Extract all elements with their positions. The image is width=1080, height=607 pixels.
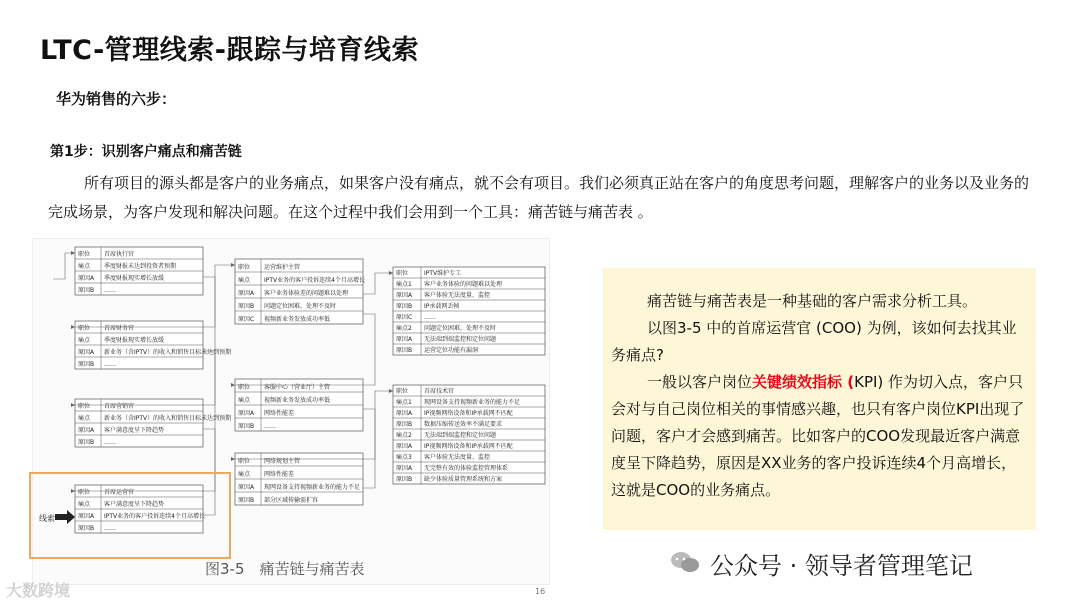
ceo-chain-table-label: 原因A — [78, 349, 95, 356]
mid-chain-table-label: 痛点 — [238, 277, 251, 284]
mid-chain-table-value: 客户业务体验差的问题难以处理 — [264, 290, 349, 297]
expert-chain-table-label: 原因B — [396, 476, 413, 483]
expert-chain-table-label: 职位 — [396, 270, 409, 277]
lead-label: 线索 — [39, 514, 55, 523]
ceo-chain-table-value: 季度财报现实增长放缓 — [104, 337, 165, 344]
callout-p3 — [611, 369, 1029, 504]
ceo-chain-table-label: 原因B — [78, 525, 95, 532]
ceo-chain-table-label: 痛点 — [78, 415, 91, 422]
ceo-chain-table-label: 职位 — [78, 251, 91, 258]
ceo-chain-table-value: 首席运营官 — [104, 489, 135, 496]
mid-chain-table-value: …… — [264, 423, 276, 430]
ceo-chain-table-label: 痛点 — [78, 263, 91, 270]
mid-chain-table-value: 网络性能差 — [264, 471, 295, 478]
expert-chain-table-label: 原因A — [396, 443, 413, 450]
expert-chain-table-label: 原因A — [396, 336, 413, 343]
mid-chain-table-label: 痛点 — [238, 471, 251, 478]
mid-chain-table-value: 视频新业务发放成功率低 — [264, 397, 331, 404]
ceo-chain-table-label: 原因B — [78, 439, 95, 446]
connector-arrow — [231, 383, 235, 387]
expert-chain-table-label: 痛点3 — [396, 454, 412, 461]
expert-chain-table-label: 痛点1 — [396, 399, 412, 406]
expert-chain-table-value: 运营定位功能有漏洞 — [424, 347, 479, 354]
callout-box — [603, 268, 1036, 530]
expert-chain-table-label: 原因C — [396, 314, 413, 321]
connector-arrow — [71, 325, 75, 329]
expert-chain-table-label: 原因B — [396, 303, 413, 310]
expert-chain-table-value: …… — [424, 314, 436, 321]
expert-chain-table-value: 数据压缩传送效率不满足要求 — [424, 421, 503, 428]
connector-arrow — [231, 263, 235, 267]
expert-chain-table-value: 客户体验无法度量、监控 — [424, 292, 491, 299]
ceo-chain-table-value: …… — [104, 439, 116, 446]
expert-chain-table-label: 痛点1 — [396, 281, 412, 288]
expert-chain-table-value: IP承载网丢帧 — [424, 303, 460, 310]
ceo-chain-table-value: 季度财报未达到投资者预期 — [104, 263, 177, 270]
page-number: 16 — [535, 587, 546, 596]
ceo-chain-table-label: 职位 — [78, 403, 91, 410]
connector-arrow — [231, 457, 235, 461]
ceo-chain-table-value: 首席财务官 — [104, 325, 135, 332]
mid-chain-table-value: 客服中心（营业厅）主管 — [264, 384, 331, 391]
expert-chain-table-value: 现网设备支持视频新业务的能力不足 — [424, 399, 521, 406]
expert-chain-table-value: 客户业务体验的问题难以处理 — [424, 281, 503, 288]
ceo-chain-table-value: 新业务（含IPTV）的收入和销售目标未达到预期 — [104, 349, 232, 356]
expert-chain-table-value: 缺少体验质量管理系统和方案 — [424, 476, 503, 483]
intro-paragraph: 所有项目的源头都是客户的业务痛点，如果客户没有痛点，就不会有项目。我们必须真正站在客户的角度思考问题，理解客户的业务以及业务的完成场景，为客户发现和解决问题。在这个过程中我们会用到一个工具：痛苦链与痛苦表 。 — [48, 174, 1030, 221]
mid-chain-table-value: 运营维护主管 — [264, 264, 301, 271]
mid-chain-table-value: 网络规划主管 — [264, 458, 301, 465]
ceo-chain-table-value: IPTV业务的客户投诉连续4个月高增长 — [104, 513, 205, 520]
mid-chain-table-value: 问题定位困难，处理不及时 — [264, 303, 337, 310]
ceo-chain-table-label: 原因A — [78, 275, 95, 282]
expert-chain-table-value: 客户体验无法度量、监控 — [424, 454, 491, 461]
callout-p3-post: KPI) 作为切入点，客户只会对与自己岗位相关的事情感兴趣，也只有客户岗位KPI出现了问题，客户才会感到痛苦。比如客户的COO发现最近客户满意度呈下降趋势，原因是XX业务的客户投诉连续4个月高增长，这就是COO的业务痛点。 — [611, 373, 1025, 499]
section-subtitle: 华为销售的六步： — [56, 90, 177, 108]
mid-chain-table-value: 现网设备支持视频新业务的能力不足 — [264, 484, 361, 491]
expert-chain-table-value: 问题定位困难，处理不及时 — [424, 325, 497, 332]
connector-line — [363, 273, 393, 294]
expert-chain-table-label: 痛点2 — [396, 325, 412, 332]
connector-arrow — [71, 403, 75, 407]
mid-chain-table-label: 原因A — [238, 484, 255, 491]
expert-chain-table-label: 原因B — [396, 421, 413, 428]
expert-chain-table-value: 首席技术官 — [424, 388, 455, 395]
callout-p3-pre: 一般以客户岗位 — [647, 373, 753, 391]
connector-line — [235, 314, 375, 385]
callout-p2: 以图3-5 中的首席运营官 (COO) 为例，该如何去找其业务痛点? — [611, 319, 1017, 364]
mid-chain-table-value: 网络性能差 — [264, 410, 295, 417]
expert-chain-table-label: 痛点2 — [396, 432, 412, 439]
wechat-icon — [670, 550, 700, 574]
expert-chain-table-label: 原因A — [396, 410, 413, 417]
expert-chain-table-value: 无完整有效的体验监控管理体系 — [424, 465, 509, 472]
mid-chain-table-value: IPTV业务的客户投诉连续4个月高增长 — [264, 277, 365, 284]
ceo-chain-table-value: 首席执行官 — [104, 251, 135, 258]
step-heading: 第1步：识别客户痛点和痛苦链 — [50, 144, 242, 160]
mid-chain-table-label: 原因C — [238, 316, 255, 323]
brand-logo: 大数跨境 — [6, 581, 71, 600]
mid-chain-table-label: 原因B — [238, 497, 255, 504]
mid-chain-table-label: 职位 — [238, 264, 251, 271]
ceo-chain-table-label: 职位 — [78, 489, 91, 496]
mid-chain-table-label: 原因A — [238, 290, 255, 297]
mid-chain-table-value: 视频新业务发放成功率低 — [264, 316, 331, 323]
ceo-chain-table-label: 痛点 — [78, 501, 91, 508]
mid-chain-table-label: 原因A — [238, 410, 255, 417]
mid-chain-table-label: 职位 — [238, 458, 251, 465]
ceo-chain-table-label: 原因B — [78, 361, 95, 368]
ceo-chain-table-label: 原因A — [78, 427, 95, 434]
ceo-chain-table-value: …… — [104, 287, 116, 294]
connector-arrow — [389, 271, 393, 275]
callout-p1: 痛苦链与痛苦表是一种基础的客户需求分析工具。 — [647, 292, 978, 310]
expert-chain-table-value: 无法端到端监控和定位问题 — [424, 432, 497, 439]
ceo-chain-table-value: …… — [104, 525, 116, 532]
ceo-chain-table-value: 首席营销官 — [104, 403, 135, 410]
ceo-chain-table-value: 客户满意度呈下降趋势 — [104, 427, 165, 434]
ceo-chain-table-label: 原因A — [78, 513, 95, 520]
mid-chain-table-label: 原因B — [238, 423, 255, 430]
expert-chain-table-label: 原因A — [396, 465, 413, 472]
mid-chain-table-label: 痛点 — [238, 397, 251, 404]
mid-chain-table-label: 职位 — [238, 384, 251, 391]
expert-chain-table-value: 无法端到端监控和定位问题 — [424, 336, 497, 343]
expert-chain-table-value: IP视频网络设备和IP承载网不匹配 — [424, 443, 513, 450]
ceo-chain-table-value: 新业务（含IPTV）的收入和销售目标未达到预期 — [104, 415, 232, 422]
mid-chain-table-value: 部分区域传输需扩容 — [264, 497, 319, 504]
expert-chain-table-label: 原因A — [396, 292, 413, 299]
connector-line — [53, 253, 75, 279]
page-title: LTC-管理线索-跟踪与培育线索 — [40, 35, 419, 66]
connector-arrow — [389, 389, 393, 393]
connector-arrow — [71, 251, 75, 255]
expert-chain-table-label: 原因B — [396, 347, 413, 354]
ceo-chain-table-label: 痛点 — [78, 337, 91, 344]
connector-line — [363, 391, 393, 488]
expert-chain-table-label: 职位 — [396, 388, 409, 395]
watermark-text: 公众号 · 领导者管理笔记 — [710, 552, 973, 580]
expert-chain-table-value: IP视频网络设备和IP承载网不匹配 — [424, 410, 513, 417]
highlight-box — [29, 472, 231, 559]
ceo-chain-table-value: …… — [104, 361, 116, 368]
mid-chain-table-label: 原因B — [238, 303, 255, 310]
ceo-chain-table-label: 职位 — [78, 325, 91, 332]
ceo-chain-table-value: 季度财报现实增长放缓 — [104, 275, 165, 282]
figure-caption: 图3-5 痛苦链与痛苦表 — [205, 560, 365, 578]
kpi-highlight: 关键绩效指标 ( — [752, 373, 855, 391]
expert-chain-table-value: IPTV维护专工 — [424, 270, 462, 277]
ceo-chain-table-label: 原因B — [78, 287, 95, 294]
ceo-chain-table-value: 客户满意度呈下降趋势 — [104, 501, 165, 508]
